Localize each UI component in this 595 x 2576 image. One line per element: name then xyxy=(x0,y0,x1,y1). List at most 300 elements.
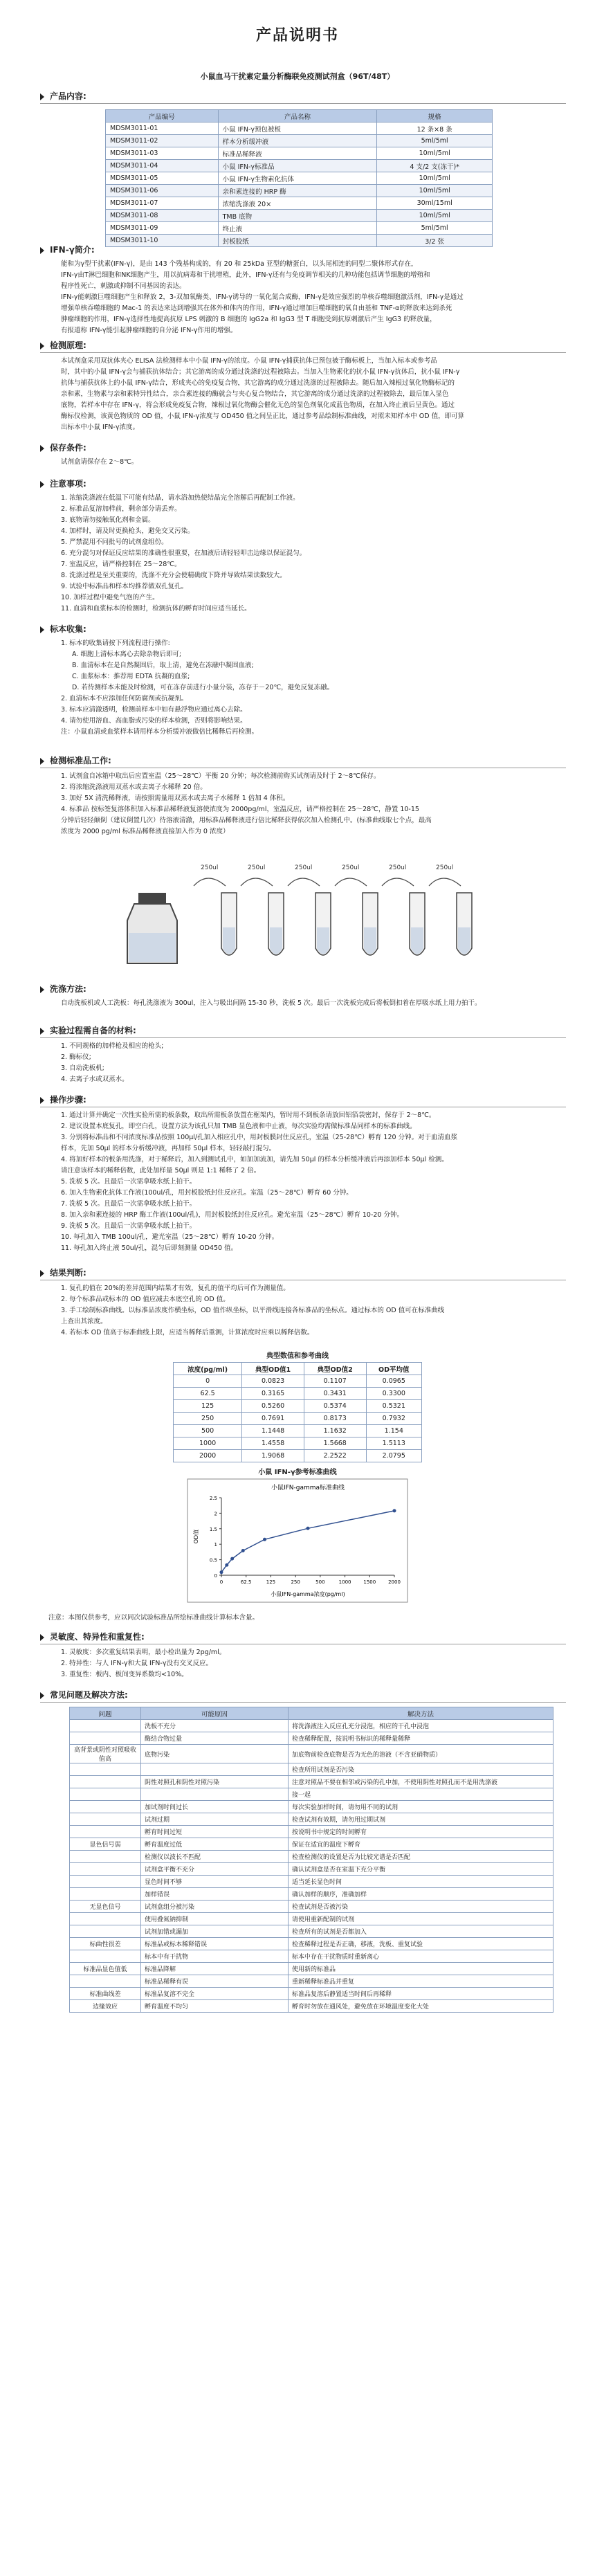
x-tick-label: 62.5 xyxy=(240,1579,252,1585)
std-prep-item: 分钟后轻轻颠倒（建议倒置几次）待溶液清澈，用标准品稀释液进行倍比稀释获得依次加入检测孔中。(标准曲线取七个点，最高 xyxy=(61,817,432,824)
result-item: 3. 手工绘制标准曲线。以标准品浓度作横坐标，OD 值作纵坐标，以平滑线连接各标准品的坐标点。通过标本的 OD 值可在标准曲线 xyxy=(61,1307,445,1314)
table-cell: 标准品复溶不完全 xyxy=(141,1988,289,2000)
result-item: 上查出其浓度。 xyxy=(61,1318,107,1325)
table-cell: 标准品显色值低 xyxy=(70,1963,141,1975)
table-cell: 0.5260 xyxy=(242,1400,304,1413)
table-header-row xyxy=(174,1363,422,1375)
table-cell: 10ml/5ml xyxy=(377,210,493,222)
table-cell: 每次实验加样时间，请勿用不同的试剂 xyxy=(289,1801,553,1813)
table-cell: 接一起 xyxy=(289,1788,553,1801)
stock-bottle-icon xyxy=(127,893,177,963)
table-cell xyxy=(70,1950,141,1963)
samples-list xyxy=(61,638,566,738)
table-cell: 1.1632 xyxy=(304,1425,366,1437)
sample-item: 2. 血清标本不应添加任何防腐剂或抗凝剂。 xyxy=(61,695,188,702)
table-cell: 使用新的标准品 xyxy=(289,1963,553,1975)
tube-volume-label: 250ul xyxy=(342,864,360,871)
table-row xyxy=(174,1437,422,1450)
data-point xyxy=(230,1557,234,1561)
table-cell: 0.7932 xyxy=(366,1413,421,1425)
data-point xyxy=(220,1570,223,1574)
table-row xyxy=(106,135,493,147)
table-cell: 标准品复溶后静置适当时间后再稀释 xyxy=(289,1988,553,2000)
tube-volume-label: 250ul xyxy=(201,864,219,871)
y-tick-label: 1.5 xyxy=(209,1526,217,1532)
procedure-step: 2. 建议设置本底复孔，即空白孔，设置方法为该孔只加 TMB 显色液和中止液，每次实验均需做标准品同样本的标准曲线。 xyxy=(61,1123,416,1130)
dilution-tube-icon xyxy=(221,893,237,955)
result-item: 1. 复孔的值在 20%的差异范围内结果才有效，复孔的值平均后可作为测量值。 xyxy=(61,1285,290,1292)
table-row xyxy=(106,235,493,247)
table-cell: 1000 xyxy=(174,1437,242,1450)
result-item: 2. 每个标准品或标本的 OD 值应减去本底空孔的 OD 值。 xyxy=(61,1296,230,1303)
arrow-icon xyxy=(40,626,44,633)
table-row xyxy=(70,1950,553,1963)
table-cell: 无显色信号 xyxy=(70,1901,141,1913)
table-cell: MDSM3011-05 xyxy=(106,172,219,185)
table-cell: 标准品或标本稀释错误 xyxy=(141,1938,289,1950)
procedure-step: 1. 通过计算并确定一次性实验所需的板条数，取出所需板条放置在框架内，暂时用不到板条请放回铝箔袋密封，保存于 2～8℃。 xyxy=(61,1112,436,1119)
product-table xyxy=(105,109,493,247)
table-row xyxy=(70,1732,553,1745)
table-cell: 2000 xyxy=(174,1450,242,1462)
table-cell: 0 xyxy=(174,1375,242,1388)
y-tick-label: 1 xyxy=(214,1542,217,1548)
table-cell: MDSM3011-06 xyxy=(106,185,219,197)
document-subtitle: 小鼠血马干扰素定量分析酶联免疫测试剂盒（96T/48T） xyxy=(200,72,395,81)
table-row xyxy=(70,1863,553,1876)
note-item: 5. 严禁混用不同批号的试剂盒组份。 xyxy=(61,538,168,546)
table-cell: 标曲性很差 xyxy=(70,1938,141,1950)
table-row xyxy=(174,1388,422,1400)
dilution-tube-icon xyxy=(268,893,284,955)
table-cell: 适当延长显色时间 xyxy=(289,1876,553,1888)
table-cell xyxy=(70,1826,141,1838)
table-row xyxy=(70,1888,553,1901)
table-cell: 标本中存在干扰物质时重新离心 xyxy=(289,1950,553,1963)
typical-od-table xyxy=(173,1362,422,1462)
data-point xyxy=(225,1563,228,1567)
table-cell: 试剂过期 xyxy=(141,1813,289,1826)
procedure-step: 3. 分别将标准品和不同浓度标准品按照 100μl/孔加入相应孔中，用封板膜封住反应孔，室温（25-28℃）孵育 120 分钟。对于血清血浆 xyxy=(61,1134,458,1141)
table-cell: 小鼠 IFN-γ预包被板 xyxy=(218,123,377,135)
table-cell: 显色信号弱 xyxy=(70,1838,141,1851)
table-cell xyxy=(70,1813,141,1826)
table-cell: 洗板不充分 xyxy=(141,1720,289,1732)
data-point xyxy=(306,1527,310,1530)
x-tick-label: 0 xyxy=(219,1579,223,1585)
data-point xyxy=(393,1509,396,1512)
table-cell: 检查稀释过程是否正确，移液，洗板、重复试验 xyxy=(289,1938,553,1950)
table-header-row xyxy=(106,110,493,123)
table-cell: 0.3300 xyxy=(366,1388,421,1400)
table-cell: MDSM3011-03 xyxy=(106,147,219,160)
arrow-icon xyxy=(40,758,44,765)
table-cell: 10ml/5ml xyxy=(377,147,493,160)
table-cell: 确认加样的顺序，准确加样 xyxy=(289,1888,553,1901)
note-item: 8. 洗涤过程是至关重要的，洗涤不充分会使精确度下降并导致结果读数较大。 xyxy=(61,572,286,579)
table-row xyxy=(70,1801,553,1813)
notes-list xyxy=(61,493,566,615)
chart-note: 注意：本图仅供参考，应以同次试验标准品所绘标准曲线计算标本含量。 xyxy=(48,1614,259,1622)
table-cell: 5ml/5ml xyxy=(377,135,493,147)
procedure-step: 7. 洗板 5 次。且最后一次需拿吸水纸上拍干。 xyxy=(61,1200,196,1208)
table-header-cell: 规格 xyxy=(377,110,493,123)
arrow-icon xyxy=(40,1097,44,1104)
table-header-cell: 问题 xyxy=(70,1707,141,1720)
procedure-step: 11. 每孔加入终止液 50ul/孔，混匀后即刻测量 OD450 值。 xyxy=(61,1244,238,1252)
table-header-cell: 可能原因 xyxy=(141,1707,289,1720)
table-header-cell: 产品名称 xyxy=(218,110,377,123)
table-cell: 小鼠 IFN-γ标准品 xyxy=(218,160,377,172)
table-cell: 2.2522 xyxy=(304,1450,366,1462)
table-row xyxy=(70,1975,553,1988)
sample-item: A. 细胞上清标本离心去除杂物后即可; xyxy=(72,651,182,658)
table-cell: MDSM3011-04 xyxy=(106,160,219,172)
table-cell: 请使用重新配制的试剂 xyxy=(289,1913,553,1925)
table-cell xyxy=(70,1888,141,1901)
table-cell: 0.5374 xyxy=(304,1400,366,1413)
note-item: 9. 试验中标准品和样本均推荐做双孔复孔。 xyxy=(61,583,188,590)
arrow-icon xyxy=(40,1692,44,1699)
std-prep-item: 浓度为 2000 pg/ml 标准品稀释液直接加入作为 0 浓度） xyxy=(61,828,230,835)
principle-line: 酶标仪检测，该黄色物质的 OD 值，小鼠 IFN-γ浓度与 OD450 值之间呈正比，通过参考品绘制标准曲线，对照未知样本中 OD 值，即可算 xyxy=(61,412,465,420)
intro-line: 能和为γ型干扰素(IFN-γ)，是由 143 个残基构成的，有 20 和 25kDa 亚型的糖蛋白，以头尾相连的同型二聚体形式存在， xyxy=(61,260,418,268)
table-cell: 1.5113 xyxy=(366,1437,421,1450)
section-header-self-prep: 实验过程需自备的材料: xyxy=(40,1024,136,1037)
table-row xyxy=(70,1851,553,1863)
std-prep-item: 2. 将浓缩洗涤液用双蒸水或去离子水稀释 20 倍。 xyxy=(61,783,207,791)
sensitivity-item: 3. 重复性：板内、板间变异系数均<10%。 xyxy=(61,1671,188,1678)
table-header-cell: 典型OD值2 xyxy=(304,1363,366,1375)
tube-volume-label: 250ul xyxy=(389,864,407,871)
result-item: 4. 若标本 OD 值高于标准曲线上限，应适当稀释后重测，计算浓度时应乘以稀释倍数。 xyxy=(61,1329,314,1336)
table-cell: 小鼠 IFN-γ生物素化抗体 xyxy=(218,172,377,185)
principle-line: 本试剂盒采用双抗体夹心 ELISA 法检测样本中小鼠 IFN-γ的浓度。小鼠 IFN-γ捕获抗体已预包被于酶标板上，当加入标本或参考品 xyxy=(61,357,437,365)
section-header-storage: 保存条件: xyxy=(40,442,86,454)
standard-curve-chart xyxy=(187,1478,408,1603)
table-cell: 底物污染 xyxy=(141,1745,289,1763)
table-cell: TMB 底物 xyxy=(218,210,377,222)
table-cell: 试剂盒组分被污染 xyxy=(141,1901,289,1913)
transfer-arrow xyxy=(429,878,461,886)
table-row xyxy=(174,1400,422,1413)
section-header-notes: 注意事项: xyxy=(40,478,86,490)
table-cell: 1.1448 xyxy=(242,1425,304,1437)
principle-line: 时，其中的小鼠 IFN-γ会与捕获抗体结合；其它游离的成分通过洗涤的过程被除去。当加入生物素化的抗小鼠 IFN-γ抗体后，抗小鼠 IFN-γ xyxy=(61,368,460,376)
table-row xyxy=(70,1813,553,1826)
section-header-sensitivity: 灵敏度、特异性和重复性: xyxy=(40,1631,145,1643)
arrow-icon xyxy=(40,481,44,488)
section-divider xyxy=(40,1702,566,1703)
x-tick-label: 125 xyxy=(266,1579,276,1585)
tube-volume-label: 250ul xyxy=(436,864,454,871)
table-cell xyxy=(70,1975,141,1988)
table-cell: 加样错误 xyxy=(141,1888,289,1901)
intro-paragraph xyxy=(61,259,566,336)
table-cell: MDSM3011-10 xyxy=(106,235,219,247)
table-cell: 样本分析缓冲液 xyxy=(218,135,377,147)
table-cell: 孵育时勿放在通风处，避免放在环境温度变化大处 xyxy=(289,2000,553,2013)
table-cell: 试剂盒平衡不充分 xyxy=(141,1863,289,1876)
table-row xyxy=(106,160,493,172)
table-cell: 确认试剂盒是否在室温下充分平衡 xyxy=(289,1863,553,1876)
table-cell: 0.0965 xyxy=(366,1375,421,1388)
procedure-step: 8. 加入亲和素连接的 HRP 酶工作液(100ul/孔)，用封板胶纸封住反应孔。避光室温（25～28℃）孵育 10-20 分钟。 xyxy=(61,1211,403,1219)
sensitivity-item: 2. 特异性：与人 IFN-γ和大鼠 IFN-γ没有交叉反应。 xyxy=(61,1660,212,1667)
table-cell: 将洗涤液注入反应孔充分浸泡，相应的干孔中浸泡 xyxy=(289,1720,553,1732)
table-header-cell: 浓度(pg/ml) xyxy=(174,1363,242,1375)
table-cell: 0.3165 xyxy=(242,1388,304,1400)
table-row xyxy=(106,172,493,185)
arrow-icon xyxy=(40,986,44,993)
table-cell: 按说明书中规定的时间孵育 xyxy=(289,1826,553,1838)
table-row xyxy=(174,1425,422,1437)
self-prep-item: 1. 不同规格的加样枪及相应的枪头; xyxy=(61,1042,164,1050)
principle-paragraph xyxy=(61,356,566,433)
storage-text: 试剂盒请保存在 2～8℃。 xyxy=(61,458,138,466)
table-cell: 0.8173 xyxy=(304,1413,366,1425)
table-row xyxy=(70,1788,553,1801)
intro-line: 有报道称 IFN-γ能引起肿瘤细胞的自分泌 IFN-γ作用的增强。 xyxy=(61,327,237,334)
std-prep-item: 4. 标准品 按标签复溶体积加入标准品稀释液复溶使浓度为 2000pg/ml，室温反应，请严格控制在 25～28℃，静置 10-15 xyxy=(61,806,419,813)
y-axis-label: OD值 xyxy=(193,1529,199,1544)
y-tick-label: 2.5 xyxy=(209,1496,217,1501)
table-row xyxy=(70,1745,553,1763)
table-cell xyxy=(70,1913,141,1925)
table-cell: 注意对照品不要在相邻或污染的孔中加，不使用阴性对照孔而不是用洗涤液 xyxy=(289,1776,553,1788)
table-row xyxy=(70,1720,553,1732)
table-row xyxy=(70,1913,553,1925)
sensitivity-item: 1. 灵敏度：多次重复结果表明，最小检出量为 2pg/ml。 xyxy=(61,1649,226,1656)
table-cell: 浓缩洗涤液 20× xyxy=(218,197,377,210)
table-row xyxy=(174,1413,422,1425)
table-cell: 0.3431 xyxy=(304,1388,366,1400)
table-cell: MDSM3011-01 xyxy=(106,123,219,135)
section-header-contents: 产品内容: xyxy=(40,90,86,102)
results-list xyxy=(61,1283,566,1339)
x-tick-label: 2000 xyxy=(388,1579,401,1585)
principle-line: 出标本中小鼠 IFN-γ浓度。 xyxy=(61,424,139,431)
table-cell: 酶结合物过量 xyxy=(141,1732,289,1745)
x-tick-label: 500 xyxy=(315,1579,325,1585)
table-cell: 试剂加错或漏加 xyxy=(141,1925,289,1938)
intro-line: IFN-γ能刺激巨噬细胞产生和释放 2，3-双加氧酶类、IFN-γ诱导的一氧化氮合成酶，IFN-γ是效应强烈的单核吞噬细胞激活剂，IFN-γ是通过 xyxy=(61,293,464,301)
table-cell: 加底物前检查底物是否为无色的溶液（不含亚硝物质） xyxy=(289,1745,553,1763)
sensitivity-list xyxy=(61,1647,566,1680)
table-cell: 标本中有干扰物 xyxy=(141,1950,289,1963)
table-row xyxy=(70,1876,553,1888)
table-cell: 终止液 xyxy=(218,222,377,235)
sample-item: B. 血清标本在是自然凝固后，取上清，避免在冻融中凝固血液; xyxy=(72,662,254,669)
table-cell: 检查检测仪的设置是否为比较光谱是否匹配 xyxy=(289,1851,553,1863)
table-cell xyxy=(70,1720,141,1732)
table-cell: 检测仪以波长不匹配 xyxy=(141,1851,289,1863)
table-cell xyxy=(70,1876,141,1888)
table-cell: 重新稀释标准品并重复 xyxy=(289,1975,553,1988)
table-cell: 标准品稀释液 xyxy=(218,147,377,160)
table-cell xyxy=(141,1788,289,1801)
x-axis-label: 小鼠IFN-gamma浓度(pg/ml) xyxy=(271,1591,345,1597)
table-cell: 孵育温度不均匀 xyxy=(141,2000,289,2013)
table-cell xyxy=(70,1801,141,1813)
transfer-arrow xyxy=(241,878,273,886)
table-row xyxy=(70,1826,553,1838)
table-row xyxy=(106,222,493,235)
sample-item: 4. 请勿使用溶血、高血脂或污染的样本检测，否则将影响结果。 xyxy=(61,717,247,725)
section-divider xyxy=(40,352,566,353)
principle-line: 底物，若样本中存在 IFN-γ，将会形成免疫复合物，辣根过氧化物酶会催化无色的显色剂氧化成蓝色物质，在加入终止液后呈黄色。通过 xyxy=(61,401,455,409)
table-cell: MDSM3011-07 xyxy=(106,197,219,210)
table-cell xyxy=(70,1863,141,1876)
table-cell: MDSM3011-02 xyxy=(106,135,219,147)
table-cell xyxy=(70,1732,141,1745)
table-cell: 检查所有的试剂是否都加入 xyxy=(289,1925,553,1938)
transfer-arrow xyxy=(335,878,367,886)
intro-line: IFN-γ由T淋巴细胞和NK细胞产生，用以抗病毒和干扰增殖，此外，IFN-γ还有与免疫调节相关的几种功能包括调节细胞的增殖和 xyxy=(61,271,430,279)
transfer-arrow xyxy=(194,878,226,886)
table-cell: 检查稀释配置，按说明书标识的稀释量稀释 xyxy=(289,1732,553,1745)
sample-item: 注：小鼠血清或血浆样本请用样本分析缓冲液做倍比稀释后再检测。 xyxy=(61,728,259,736)
y-tick-label: 0 xyxy=(214,1573,217,1579)
table-cell: 62.5 xyxy=(174,1388,242,1400)
data-point xyxy=(263,1538,266,1541)
table-row xyxy=(106,185,493,197)
table-row xyxy=(174,1375,422,1388)
table-cell: 10ml/5ml xyxy=(377,172,493,185)
self-prep-item: 3. 自动洗板机; xyxy=(61,1064,104,1072)
dilution-tube-icon xyxy=(363,893,378,955)
table-row xyxy=(70,1938,553,1950)
table-header-cell: 解决方法 xyxy=(289,1707,553,1720)
arrow-icon xyxy=(40,247,44,254)
table-row xyxy=(70,2000,553,2013)
arrow-icon xyxy=(40,343,44,350)
section-header-intro: IFN-γ简介: xyxy=(40,244,95,256)
chart-title: 小鼠 IFN-γ参考标准曲线 xyxy=(258,1469,337,1476)
table-header-cell: OD平均值 xyxy=(366,1363,421,1375)
troubleshooting-table xyxy=(69,1707,553,2013)
table-cell: 高背景或阴性对照吸收值高 xyxy=(70,1745,141,1763)
table-row xyxy=(70,1838,553,1851)
intro-line: 肿瘤细胞的作用，IFN-γ选择性地提高抗原 LPS 刺激的 B 细胞的 IgG2a 和 IgG3 型 T 细胞受到抗原刺激后产生 IgG3 的释放量， xyxy=(61,316,437,323)
note-item: 6. 充分混匀对保证反应结果的准确性很重要，在加液后请轻轻叩击边缘以保证混匀。 xyxy=(61,550,306,557)
section-header-results: 结果判断: xyxy=(40,1267,86,1279)
table-cell: 孵育温度过低 xyxy=(141,1838,289,1851)
table-cell: 1.5668 xyxy=(304,1437,366,1450)
table-cell: 加试剂时间过长 xyxy=(141,1801,289,1813)
table-cell: 检查试剂是否被污染 xyxy=(289,1901,553,1913)
section-header-std-prep: 检测标准品工作: xyxy=(40,754,111,767)
arrow-icon xyxy=(40,445,44,452)
table-cell: 检查试剂有效期，请勿用过期试剂 xyxy=(289,1813,553,1826)
note-item: 2. 标准品复溶加样前，剩余部分请丢弃。 xyxy=(61,505,181,513)
table-row xyxy=(106,123,493,135)
sample-item: 1. 标本的收集请按下列流程进行操作: xyxy=(61,640,170,647)
table-cell: 0.7691 xyxy=(242,1413,304,1425)
procedure-step: 样本，先加 50μl 的样本分析缓冲液，再加样 50μl 样本，轻轻敲打混匀。 xyxy=(61,1145,276,1152)
note-item: 11. 血清和血浆标本的检测时，检测抗体的孵育时间应适当延长。 xyxy=(61,605,251,613)
x-tick-label: 1000 xyxy=(338,1579,351,1585)
dilution-tube-icon xyxy=(457,893,472,955)
table-row xyxy=(106,147,493,160)
section-header-samples: 标本收集: xyxy=(40,623,86,635)
table-cell: 标准品降解 xyxy=(141,1963,289,1975)
table-cell: 4 支/2 支(冻干)* xyxy=(377,160,493,172)
sample-item: C. 血浆标本：推荐用 EDTA 抗凝的血浆; xyxy=(72,673,190,680)
tube-volume-label: 250ul xyxy=(295,864,313,871)
transfer-arrow xyxy=(288,878,320,886)
procedure-step: 请注意该样本的稀释倍数，此处加样量 50μl 则是 1:1 稀释了 2 倍。 xyxy=(61,1167,261,1174)
table-cell: 显色时间不够 xyxy=(141,1876,289,1888)
table-cell: 边缘效应 xyxy=(70,2000,141,2013)
procedure-step: 10. 每孔加入 TMB 100ul/孔，避光室温（25～28℃）孵育 10-20 分钟。 xyxy=(61,1233,279,1241)
table-cell: 10ml/5ml xyxy=(377,185,493,197)
section-divider xyxy=(40,1037,566,1038)
table-cell: 0.0823 xyxy=(242,1375,304,1388)
table-cell xyxy=(141,1763,289,1776)
transfer-arrow xyxy=(382,878,414,886)
std-prep-item: 3. 加好 5X 清洗稀释液，请按照需量用双蒸水或去离子水稀释 1 倍加 4 体积。 xyxy=(61,795,290,802)
note-item: 7. 室温反应，请严格控制在 25～28℃。 xyxy=(61,561,181,568)
table-cell: MDSM3011-09 xyxy=(106,222,219,235)
sample-item: 3. 标本应清澈透明，检测前样本中如有悬浮物应通过离心去除。 xyxy=(61,706,247,714)
dilution-tube-diagram xyxy=(118,851,505,969)
section-header-procedure: 操作步骤: xyxy=(40,1094,86,1106)
table-cell: 检查所用试剂是否污染 xyxy=(289,1763,553,1776)
dilution-tube-icon xyxy=(410,893,425,955)
table-cell: 1.154 xyxy=(366,1425,421,1437)
table-cell: 1.9068 xyxy=(242,1450,304,1462)
table-cell xyxy=(70,1788,141,1801)
table-cell xyxy=(70,1851,141,1863)
table-row xyxy=(70,1963,553,1975)
table-cell: 孵育时间过短 xyxy=(141,1826,289,1838)
x-tick-label: 250 xyxy=(291,1579,300,1585)
table-header-cell: 产品编号 xyxy=(106,110,219,123)
table-row xyxy=(70,1763,553,1776)
procedure-step: 5. 洗板 5 次。且最后一次需拿吸水纸上拍干。 xyxy=(61,1178,196,1186)
table-cell: 500 xyxy=(174,1425,242,1437)
section-header-wash: 洗涤方法: xyxy=(40,983,86,995)
procedure-step: 6. 加入生物素化抗体工作液(100ul/孔，用封板胶纸封住反应孔。室温（25～28℃）孵育 60 分钟。 xyxy=(61,1189,353,1197)
arrow-icon xyxy=(40,1028,44,1035)
table-cell: 125 xyxy=(174,1400,242,1413)
table-row xyxy=(106,210,493,222)
data-table-caption: 典型数值和参考曲线 xyxy=(266,1352,329,1360)
self-prep-item: 2. 酶标仪; xyxy=(61,1053,91,1061)
note-item: 10. 加样过程中避免气泡的产生。 xyxy=(61,594,159,601)
arrow-icon xyxy=(40,1270,44,1277)
table-row xyxy=(70,1988,553,2000)
wash-text: 自动洗板机或人工洗板：每孔洗涤液为 300ul，注入与吸出间隔 15-30 秒，洗板 5 次。最后一次洗板完成后将板倒扣着在厚吸水纸上用力拍干。 xyxy=(61,999,482,1007)
intro-line: 程序性死亡，刺激或抑制不同基因的表达。 xyxy=(61,282,186,290)
note-item: 1. 浓缩洗涤液在低温下可能有结晶，请水浴加热使结晶完全溶解后再配制工作液。 xyxy=(61,494,300,502)
table-cell: 使用叠氮钠抑制 xyxy=(141,1913,289,1925)
chart-inner-title: 小鼠IFN-gamma标准曲线 xyxy=(271,1485,345,1491)
table-row xyxy=(70,1901,553,1913)
tube-volume-label: 250ul xyxy=(248,864,266,871)
table-row xyxy=(70,1925,553,1938)
table-cell: 1.4558 xyxy=(242,1437,304,1450)
table-cell: 封板胶纸 xyxy=(218,235,377,247)
arrow-icon xyxy=(40,1634,44,1641)
procedure-step: 4. 将加好样本的板条用洗涤，对于稀释后，加入到测试孔中，如加加流加，请先加 50μl 的样本分析缓冲液后再添加样本 50μl 检测。 xyxy=(61,1156,448,1163)
table-cell: 标准曲线差 xyxy=(70,1988,141,2000)
x-tick-label: 1500 xyxy=(363,1579,376,1585)
table-cell: 12 条×8 条 xyxy=(377,123,493,135)
procedure-list xyxy=(61,1110,566,1254)
data-point xyxy=(241,1549,245,1552)
